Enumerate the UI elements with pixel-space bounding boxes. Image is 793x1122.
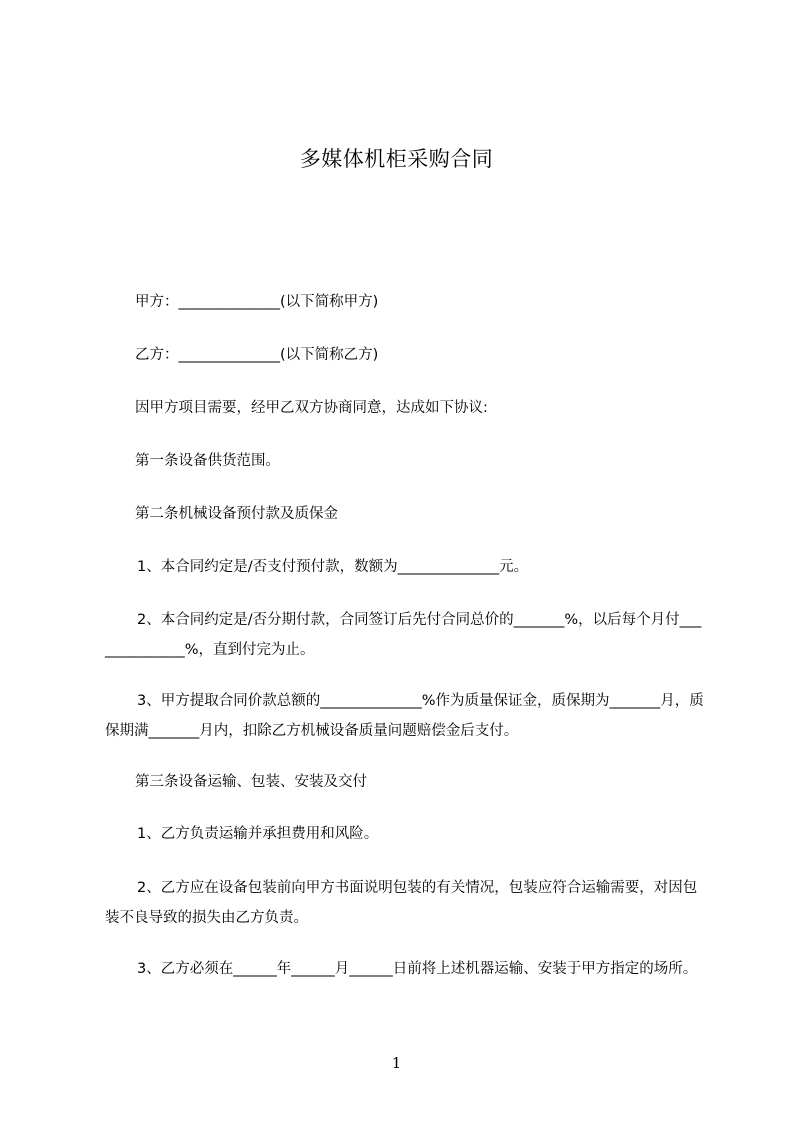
page-number: 1 [391,1054,402,1072]
party-b-line: 乙方：______________(以下简称乙方) [135,347,379,363]
document-title: 多媒体机柜采购合同 [299,147,494,171]
article-3-clause-2: 2、乙方应在设备包装前向甲方书面说明包装的有关情况，包装应符合运输需要，对因包装不良导致的损失由乙方负责。 [105,880,698,926]
article-1-heading: 第一条设备供货范围。 [135,453,280,469]
agreement-intro: 因甲方项目需要，经甲乙双方协商同意，达成如下协议: [135,400,488,416]
article-3-clause-1: 1、乙方负责运输并承担费用和风险。 [137,826,379,842]
article-3-heading: 第三条设备运输、包装、安装及交付 [135,774,367,790]
party-a-line: 甲方：______________(以下简称甲方) [135,294,379,310]
article-2-clause-1: 1、本合同约定是/否支付预付款，数额为______________元。 [137,559,529,575]
article-3-clause-3: 3、乙方必须在______年______月______日前将上述机器运输、安装于甲方指定的场所。 [137,961,698,977]
article-2-clause-3: 3、甲方提取合同价款总额的______________%作为质量保证金，质保期为_______月，质保期满_______月内，扣除乙方机械设备质量问题赔偿金后支付。 [105,693,704,739]
article-2-heading: 第二条机械设备预付款及质保金 [135,506,338,522]
article-2-clause-2: 2、本合同约定是/否分期付款，合同签订后先付合同总价的_______%，以后每个月付______________%，直到付完为止。 [105,612,702,658]
